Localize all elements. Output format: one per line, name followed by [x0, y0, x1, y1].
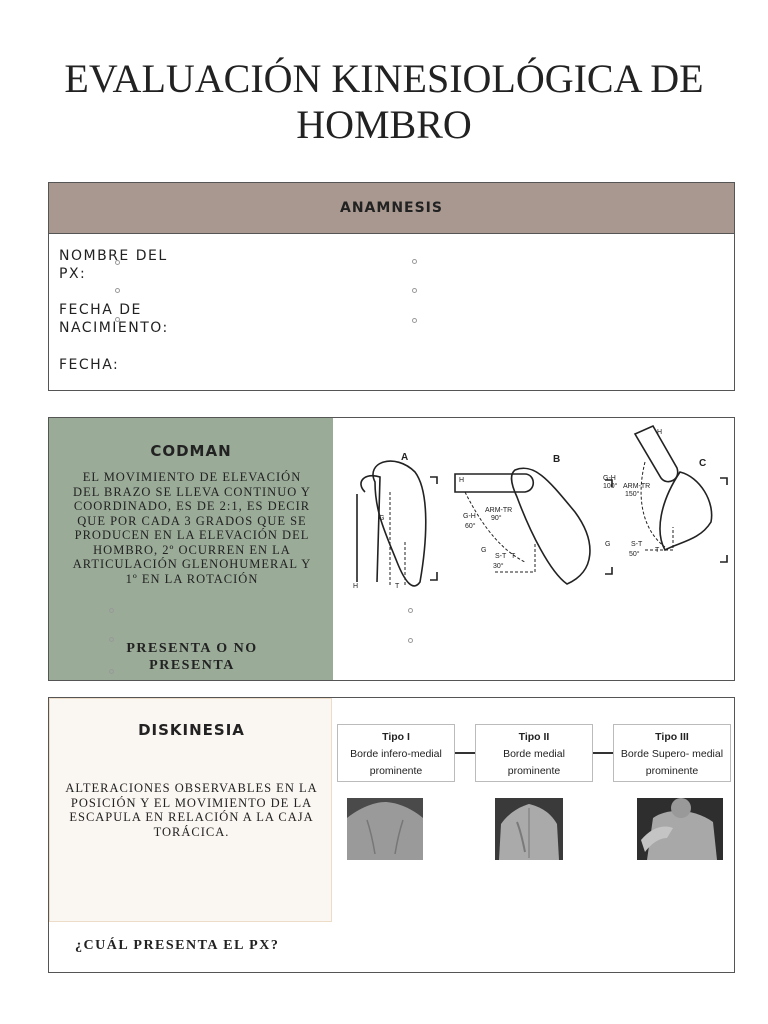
tipo-ii-desc: Borde medial prominente: [503, 748, 565, 777]
tipo-i-name: Tipo I: [382, 731, 410, 743]
nombre-label: NOMBRE DEL PX:: [59, 248, 168, 282]
label-50-c: 50°: [629, 551, 640, 558]
tipo-iii-photo: [637, 798, 723, 860]
angle-arcs-b: [465, 492, 535, 572]
diskinesia-question: ¿CUÁL PRESENTA EL PX?: [75, 938, 280, 953]
label-60-b: 60°: [465, 523, 476, 530]
anamnesis-header: ANAMNESIS: [49, 183, 734, 234]
panel-c-label: C: [699, 458, 707, 469]
codman-scapulohumeral-diagram: [335, 422, 731, 622]
codman-section: [48, 417, 735, 681]
label-150-c: 150°: [625, 491, 640, 498]
tipo-i-desc: Borde infero-medial prominente: [350, 748, 442, 777]
diskinesia-description: ALTERACIONES OBSERVABLES EN LA POSICIÓN Y EL MOVIMIENTO DE LA ESCAPULA EN RELACIÓN A LA CAJA TORÁCICA.: [65, 781, 318, 839]
bullet-icon: [109, 608, 114, 613]
label-h-b: H: [459, 477, 465, 484]
tipo-ii-photo: [495, 798, 563, 860]
bullet-icon: [115, 317, 120, 322]
connector-line: [455, 752, 475, 754]
bullet-icon: [115, 260, 120, 265]
tipo-i-photo: [347, 798, 423, 860]
bullet-icon: [412, 288, 417, 293]
scapula-c-shape: [660, 472, 712, 550]
scapula-b-shape: [511, 468, 589, 584]
codman-description: EL MOVIMIENTO DE ELEVACIÓN DEL BRAZO SE LLEVA CONTINUO Y COORDINADO, ES DE 2:1, ES DECIR QUE POR CADA 3 GRADOS QUE SE PRODUCEN EN LA ELEVACIÓN DEL HOMBRO, 2º OCURREN EN LA ARTICULACIÓN GLENOHUMERAL Y 1º EN LA ROTACIÓN: [72, 470, 312, 586]
bullet-icon: [408, 638, 413, 643]
scapula-a-shape: [373, 461, 426, 586]
label-t-c: T: [655, 547, 660, 554]
bracket-c-bottom: [720, 555, 727, 562]
label-g-c: G: [605, 541, 611, 548]
bracket-b-bottom: [605, 567, 612, 574]
page-title: EVALUACIÓN KINESIOLÓGICA DE HOMBRO: [64, 56, 704, 147]
label-h-c: H: [657, 429, 663, 436]
humerus-b-shape: [455, 474, 533, 492]
connector-line: [593, 752, 613, 754]
label-h-a: H: [353, 583, 359, 590]
tipo-i-box: [337, 724, 455, 782]
tipo-iii-desc: Borde Supero- medial prominente: [620, 748, 724, 777]
label-t-b: T: [511, 553, 516, 560]
bracket-a-top: [430, 477, 437, 484]
fecha-label: FECHA:: [59, 357, 120, 373]
bullet-icon: [412, 259, 417, 264]
diskinesia-title: DISKINESIA: [138, 721, 245, 739]
bullet-icon: [412, 318, 417, 323]
tipo-iii-name: Tipo III: [655, 731, 689, 743]
angle-arcs-c: [641, 462, 673, 550]
label-gh-b: G-H: [463, 513, 476, 520]
vertical-guides-a: [390, 492, 405, 587]
diskinesia-panel: [49, 698, 332, 922]
fecha-nacimiento-label: FECHA DE NACIMIENTO:: [59, 302, 169, 336]
codman-panel: [49, 418, 333, 680]
label-st-c: S-T: [631, 541, 643, 548]
label-arm-tr-b: ARM-TR: [485, 507, 513, 514]
label-st-b: S-T: [495, 553, 507, 560]
bullet-icon: [115, 288, 120, 293]
bracket-c-top: [720, 478, 727, 485]
panel-a-label: A: [401, 452, 409, 463]
label-gh-c: G-H: [603, 475, 616, 482]
diskinesia-section: [48, 697, 735, 973]
humerus-a-shape: [361, 476, 380, 582]
label-g-b: G: [481, 547, 487, 554]
tipo-ii-box: [475, 724, 593, 782]
label-90-b: 90°: [491, 515, 502, 522]
label-30-b: 30°: [493, 563, 504, 570]
anamnesis-section: [48, 182, 735, 391]
bracket-a-bottom: [430, 572, 437, 580]
label-arm-tr-c: ARM-TR: [623, 483, 651, 490]
label-100-c: 100°: [603, 483, 618, 490]
codman-title: CODMAN: [150, 442, 232, 460]
label-t-a: T: [395, 583, 400, 590]
panel-b-label: B: [553, 454, 561, 465]
label-g-a: G: [379, 515, 385, 522]
tipo-ii-name: Tipo II: [518, 731, 550, 743]
tipo-iii-box: [613, 724, 731, 782]
codman-question: PRESENTA O NO PRESENTA: [126, 641, 258, 673]
